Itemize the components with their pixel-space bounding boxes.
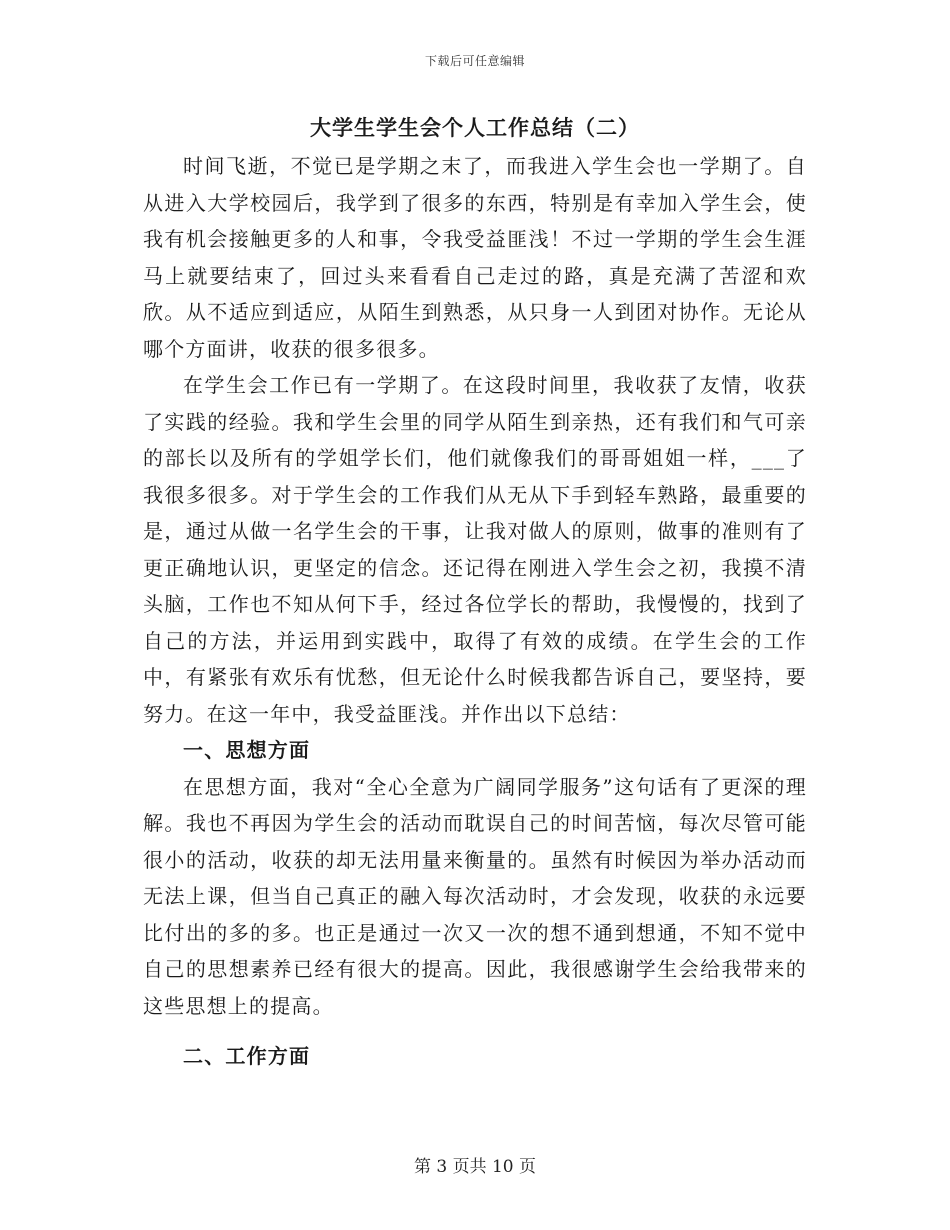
- section-heading-work: 二、工作方面: [183, 1044, 311, 1068]
- paragraph-work-experience: 在学生会工作已有一学期了。在这段时间里，我收获了友情，收获了实践的经验。我和学生会里的同学从陌生到亲热，还有我们和气可亲的部长以及所有的学姐学长们，他们就像我们的哥哥姐姐一样，___了我很多很多。对于学生会的工作我们从无从下手到轻车熟路，最重要的是，通过从做一名学生会的干事，让我对做人的原则，做事的准则有了更正确地认识，更坚定的信念。还记得在刚进入学生会之初，我摸不清头脑，工作也不知从何下手，经过各位学长的帮助，我慢慢的，找到了自己的方法，并运用到实践中，取得了有效的成绩。在学生会的工作中，有紧张有欢乐有忧愁，但无论什么时候我都告诉自己，要坚持，要努力。在这一年中，我受益匪浅。并作出以下总结：: [143, 373, 807, 726]
- paragraph-intro: 时间飞逝，不觉已是学期之末了，而我进入学生会也一学期了。自从进入大学校园后，我学到了很多的东西，特别是有幸加入学生会，使我有机会接触更多的人和事，令我受益匪浅！不过一学期的学生会生涯马上就要结束了，回过头来看看自己走过的路，真是充满了苦涩和欢欣。从不适应到适应，从陌生到熟悉，从只身一人到团对协作。无论从哪个方面讲，收获的很多很多。: [143, 154, 807, 361]
- document-body: [143, 148, 807, 1075]
- section-heading-thought: 一、思想方面: [183, 738, 311, 762]
- page-number-footer: 第 3 页共 10 页: [413, 1157, 537, 1177]
- header-note: 下载后可任意编辑: [424, 54, 525, 68]
- document-title: 大学生学生会个人工作总结（二）: [310, 115, 640, 140]
- paragraph-thought: 在思想方面，我对“全心全意为广阔同学服务”这句话有了更深的理解。我也不再因为学生会的活动而耽误自己的时间苦恼，每次尽管可能很小的活动，收获的却无法用量来衡量的。虽然有时候因为举办活动而无法上课，但当自己真正的融入每次活动时，才会发现，收获的永远要比付出的多的多。也正是通过一次又一次的想不通到想通，不知不觉中自己的思想素养已经有很大的提高。因此，我很感谢学生会给我带来的这些思想上的提高。: [143, 774, 807, 1018]
